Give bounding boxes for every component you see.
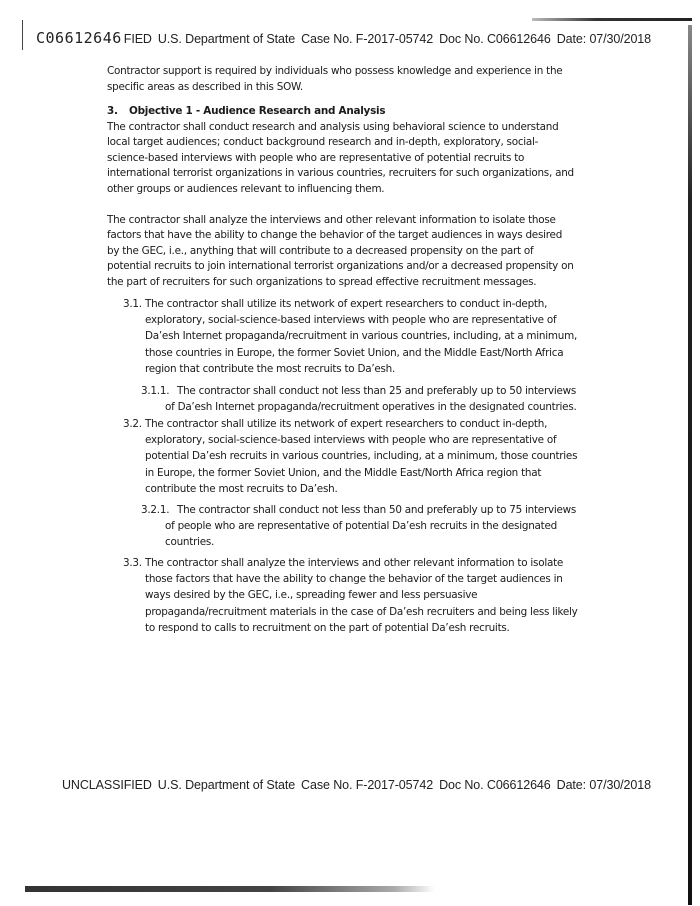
- section-title: Objective 1 - Audience Research and Analysis: [129, 105, 386, 117]
- list-item-3-1: [123, 296, 578, 377]
- intro-text: Contractor support is required by individuals who possess knowledge and experience in the specific areas as described in this SOW.: [107, 65, 563, 93]
- footer-agency: U.S. Department of State: [157, 778, 296, 792]
- item-text: The contractor shall utilize its network of expert researchers to conduct in-depth, exploratory, social-science-based interviews with people who are representative of Da’esh Internet propaganda/recruitment in various countries, including, at a minimum, those countries in Europe, the former Soviet Union, and the Middle East/North Africa region that contribute the most recruits to Da’esh.: [145, 298, 578, 375]
- item-text: The contractor shall utilize its network of expert researchers to conduct in-depth, exploratory, social-science-based interviews with people who are representative of potential Da’esh recruits in various countries, including, at a minimum, those countries in Europe, the former Soviet Union, and the Middle East/North Africa region that contribute the most recruits to Da’esh.: [145, 418, 578, 495]
- item-number: 3.1.1.: [141, 385, 170, 397]
- section-number: 3.: [107, 105, 118, 117]
- section-block: [107, 104, 577, 291]
- header-agency: U.S. Department of State: [157, 32, 296, 46]
- scan-artifact-bottom-bar: [25, 886, 435, 892]
- item-number: 3.2.1.: [141, 504, 170, 516]
- scan-artifact-right-edge: [688, 25, 692, 905]
- intro-paragraph: [107, 64, 577, 95]
- list-item-3-2: [123, 416, 578, 497]
- header-doc-no: Doc No. C06612646: [439, 32, 551, 46]
- footer-doc-no: Doc No. C06612646: [439, 778, 551, 792]
- classification-fragment: FIED: [123, 32, 152, 46]
- list-item-3-1-1: [141, 383, 581, 415]
- doc-id-stamp: C06612646: [36, 29, 122, 47]
- scan-artifact-left-mark: [22, 20, 23, 50]
- page-footer: [62, 778, 651, 792]
- section-heading: [107, 104, 577, 120]
- footer-date: Date: 07/30/2018: [556, 778, 651, 792]
- footer-classification: UNCLASSIFIED: [62, 778, 152, 792]
- item-number: 3.3.: [123, 557, 142, 569]
- list-item-3-3: [123, 555, 578, 636]
- header-date: Date: 07/30/2018: [556, 32, 652, 46]
- list-item-3-2-1: [141, 502, 581, 551]
- section-paragraph-1: The contractor shall conduct research and analysis using behavioral science to understand local target audiences; conduct background research and in-depth, exploratory, social-science-based interviews with people who are representative of potential recruits to international terrorist organizations in various countries, recruiters for such organizations, and other groups or audiences relevant to influencing them.: [107, 120, 574, 195]
- item-text: The contractor shall analyze the interviews and other relevant information to isolate those factors that have the ability to change the behavior of the target audiences in ways desired by the GEC, i.e., spreading fewer and less persuasive propaganda/recruitment materials in the case of Da’esh recruiters and being less likely to respond to calls to recruitment on the part of potential Da’esh recruits.: [145, 557, 578, 634]
- item-number: 3.2.: [123, 418, 142, 430]
- header-case-no: Case No. F-2017-05742: [301, 32, 434, 46]
- footer-case-no: Case No. F-2017-05742: [301, 778, 434, 792]
- scan-artifact-top-bar: [532, 18, 692, 21]
- item-text: The contractor shall conduct not less than 50 and preferably up to 75 interviews of people who are representative of potential Da’esh recruits in the designated countries.: [165, 504, 577, 549]
- section-paragraph-2: The contractor shall analyze the interviews and other relevant information to isolate those factors that have the ability to change the behavior of the target audiences in ways desired by the GEC, i.e., anything that will contribute to a decreased propensity on the part of potential recruits to join international terrorist organizations and/or a decreased propensity on the part of recruiters for such organizations to spread effective recruitment messages.: [107, 213, 574, 288]
- item-text: The contractor shall conduct not less than 25 and preferably up to 50 interviews of Da’esh Internet propaganda/recruitment operatives in the designated countries.: [165, 385, 577, 414]
- page-header: [36, 29, 651, 47]
- item-number: 3.1.: [123, 298, 142, 310]
